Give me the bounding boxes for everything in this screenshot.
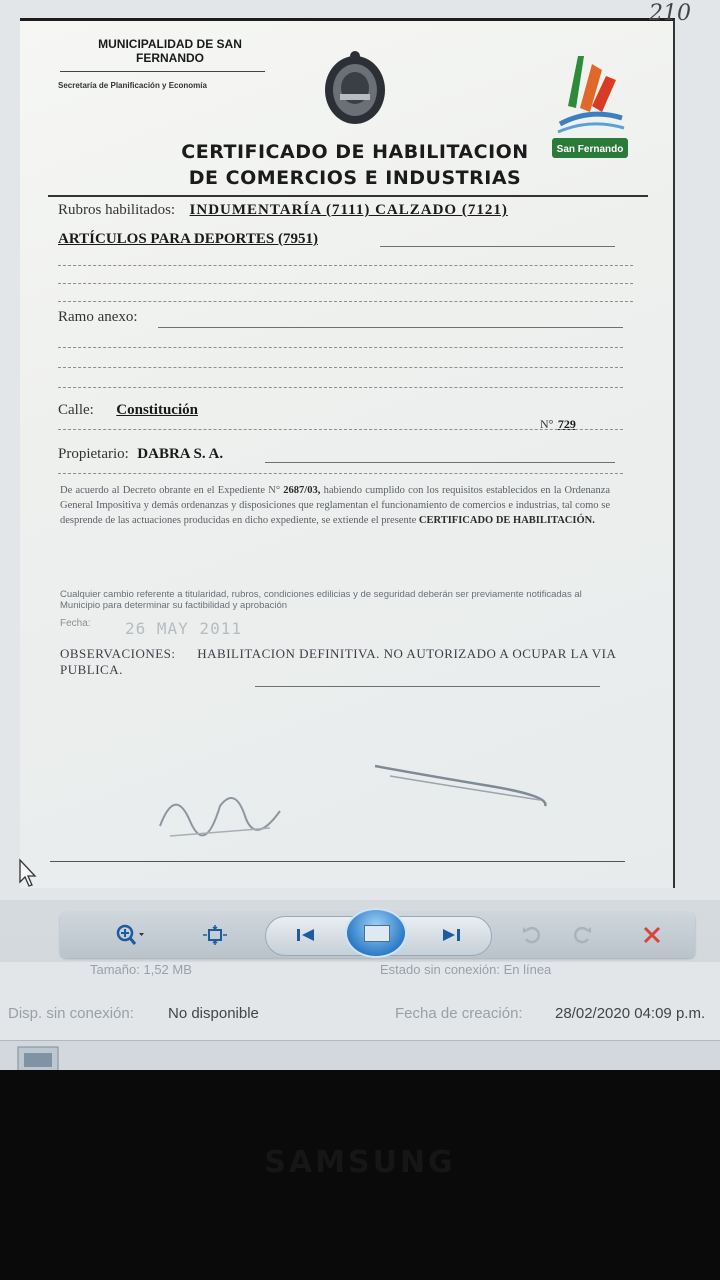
observaciones-label: OBSERVACIONES:	[60, 646, 176, 661]
bottom-rule	[50, 861, 625, 862]
size-ghost-text: Tamaño: 1,52 MB	[90, 962, 192, 977]
expediente-number: 2687/03,	[283, 485, 321, 496]
propietario-block	[58, 445, 223, 463]
fill-line	[58, 301, 633, 302]
fill-line	[265, 462, 615, 463]
signature-right	[370, 756, 550, 816]
fill-line	[255, 686, 600, 687]
title-rule	[48, 195, 648, 197]
calle-value: Constitución	[116, 402, 198, 418]
delete-button[interactable]	[635, 921, 669, 949]
created-label: Fecha de creación:	[395, 1005, 523, 1022]
ramo-label: Ramo anexo:	[58, 309, 138, 325]
fecha-stamp: 26 MAY 2011	[125, 619, 242, 638]
rotate-left-button[interactable]	[515, 921, 549, 949]
next-icon	[439, 926, 463, 944]
taskbar	[0, 1040, 720, 1070]
previous-icon	[294, 926, 318, 944]
certificate-paragraph	[60, 483, 610, 528]
offline-value: No disponible	[168, 1005, 259, 1022]
fill-line	[58, 283, 633, 284]
fill-line	[58, 473, 623, 474]
numero-value: 729	[557, 417, 576, 431]
paragraph-body: habiendo cumplido con los requisitos establecidos en la Ordenanza General Impositiva y demás ordenanzas y disposiciones que reglamentan el funcionamiento de comercios e industrias, tal como se desprende de las actuaciones producidas en dicho expediente, se extiende el presente	[60, 485, 611, 526]
slideshow-button[interactable]	[345, 908, 407, 958]
rubros-value-1: INDUMENTARÍA (7111) CALZADO (7121)	[189, 202, 508, 218]
propietario-value: DABRA S. A.	[137, 446, 224, 462]
observaciones-value: HABILITACION DEFINITIVA. NO AUTORIZADO A OCUPAR LA VIA PUBLICA.	[60, 646, 616, 677]
title-line-2: DE COMERCIOS E INDUSTRIAS	[188, 167, 522, 189]
zoom-button[interactable]	[108, 921, 152, 949]
next-button[interactable]	[431, 921, 471, 949]
fill-line	[58, 265, 633, 266]
offline-label: Disp. sin conexión:	[8, 1005, 134, 1022]
fill-line	[58, 429, 623, 430]
title-line-1: CERTIFICADO DE HABILITACION	[181, 141, 529, 163]
fill-line	[58, 387, 623, 388]
monitor-brand-logo: SAMSUNG	[264, 1145, 456, 1180]
rubros-block	[58, 201, 648, 219]
logo-text: San Fernando	[556, 144, 624, 155]
calle-label: Calle:	[58, 402, 94, 418]
fit-window-icon	[202, 924, 228, 946]
fill-line	[380, 246, 615, 247]
secretaria-label: Secretaría de Planificación y Economía	[58, 81, 207, 90]
fill-line	[158, 327, 623, 328]
rubros-label: Rubros habilitados:	[58, 202, 176, 218]
rubros-value-2: ARTÍCULOS PARA DEPORTES (7951)	[58, 231, 318, 247]
divider	[60, 71, 265, 72]
magnifier-plus-icon	[115, 924, 145, 946]
rotate-right-button[interactable]	[565, 921, 599, 949]
numero-block	[540, 415, 576, 433]
certificate-title	[180, 139, 530, 191]
observaciones-block	[60, 646, 620, 678]
signature-left	[150, 766, 290, 846]
paragraph-start: De acuerdo al Decreto obrante en el Expediente N°	[60, 485, 281, 496]
file-thumbnail-icon[interactable]	[14, 1045, 66, 1070]
san-fernando-logo	[550, 46, 630, 161]
rotate-cw-icon	[571, 924, 593, 946]
scanned-certificate	[20, 1, 691, 888]
fill-line	[58, 367, 623, 368]
page-number: 210	[649, 1, 691, 26]
propietario-label: Propietario:	[58, 446, 129, 462]
details-pane	[0, 962, 720, 1040]
delete-x-icon	[641, 924, 663, 946]
previous-button[interactable]	[286, 921, 326, 949]
slideshow-icon	[364, 925, 390, 942]
municipality-name: MUNICIPALIDAD DE SAN FERNANDO	[98, 37, 242, 65]
fit-window-button[interactable]	[195, 921, 235, 949]
fecha-label: Fecha:	[60, 618, 91, 629]
created-value: 28/02/2020 04:09 p.m.	[555, 1005, 706, 1022]
viewer-toolbar	[60, 912, 695, 958]
municipal-seal-icon	[320, 48, 390, 128]
calle-block	[58, 401, 198, 419]
numero-label: N°	[540, 417, 554, 431]
fill-line	[58, 347, 623, 348]
mouse-cursor-icon	[18, 858, 38, 888]
paragraph-end: CERTIFICADO DE HABILITACIÓN.	[418, 515, 595, 526]
notice-text: Cualquier cambio referente a titularidad, rubros, condiciones edilicias y de seguridad deberán ser previamente notificadas al Municipio para determinar su factibilidad y aprobación	[60, 589, 582, 611]
rotate-ccw-icon	[521, 924, 543, 946]
status-ghost-text: Estado sin conexión: En línea	[380, 962, 552, 977]
